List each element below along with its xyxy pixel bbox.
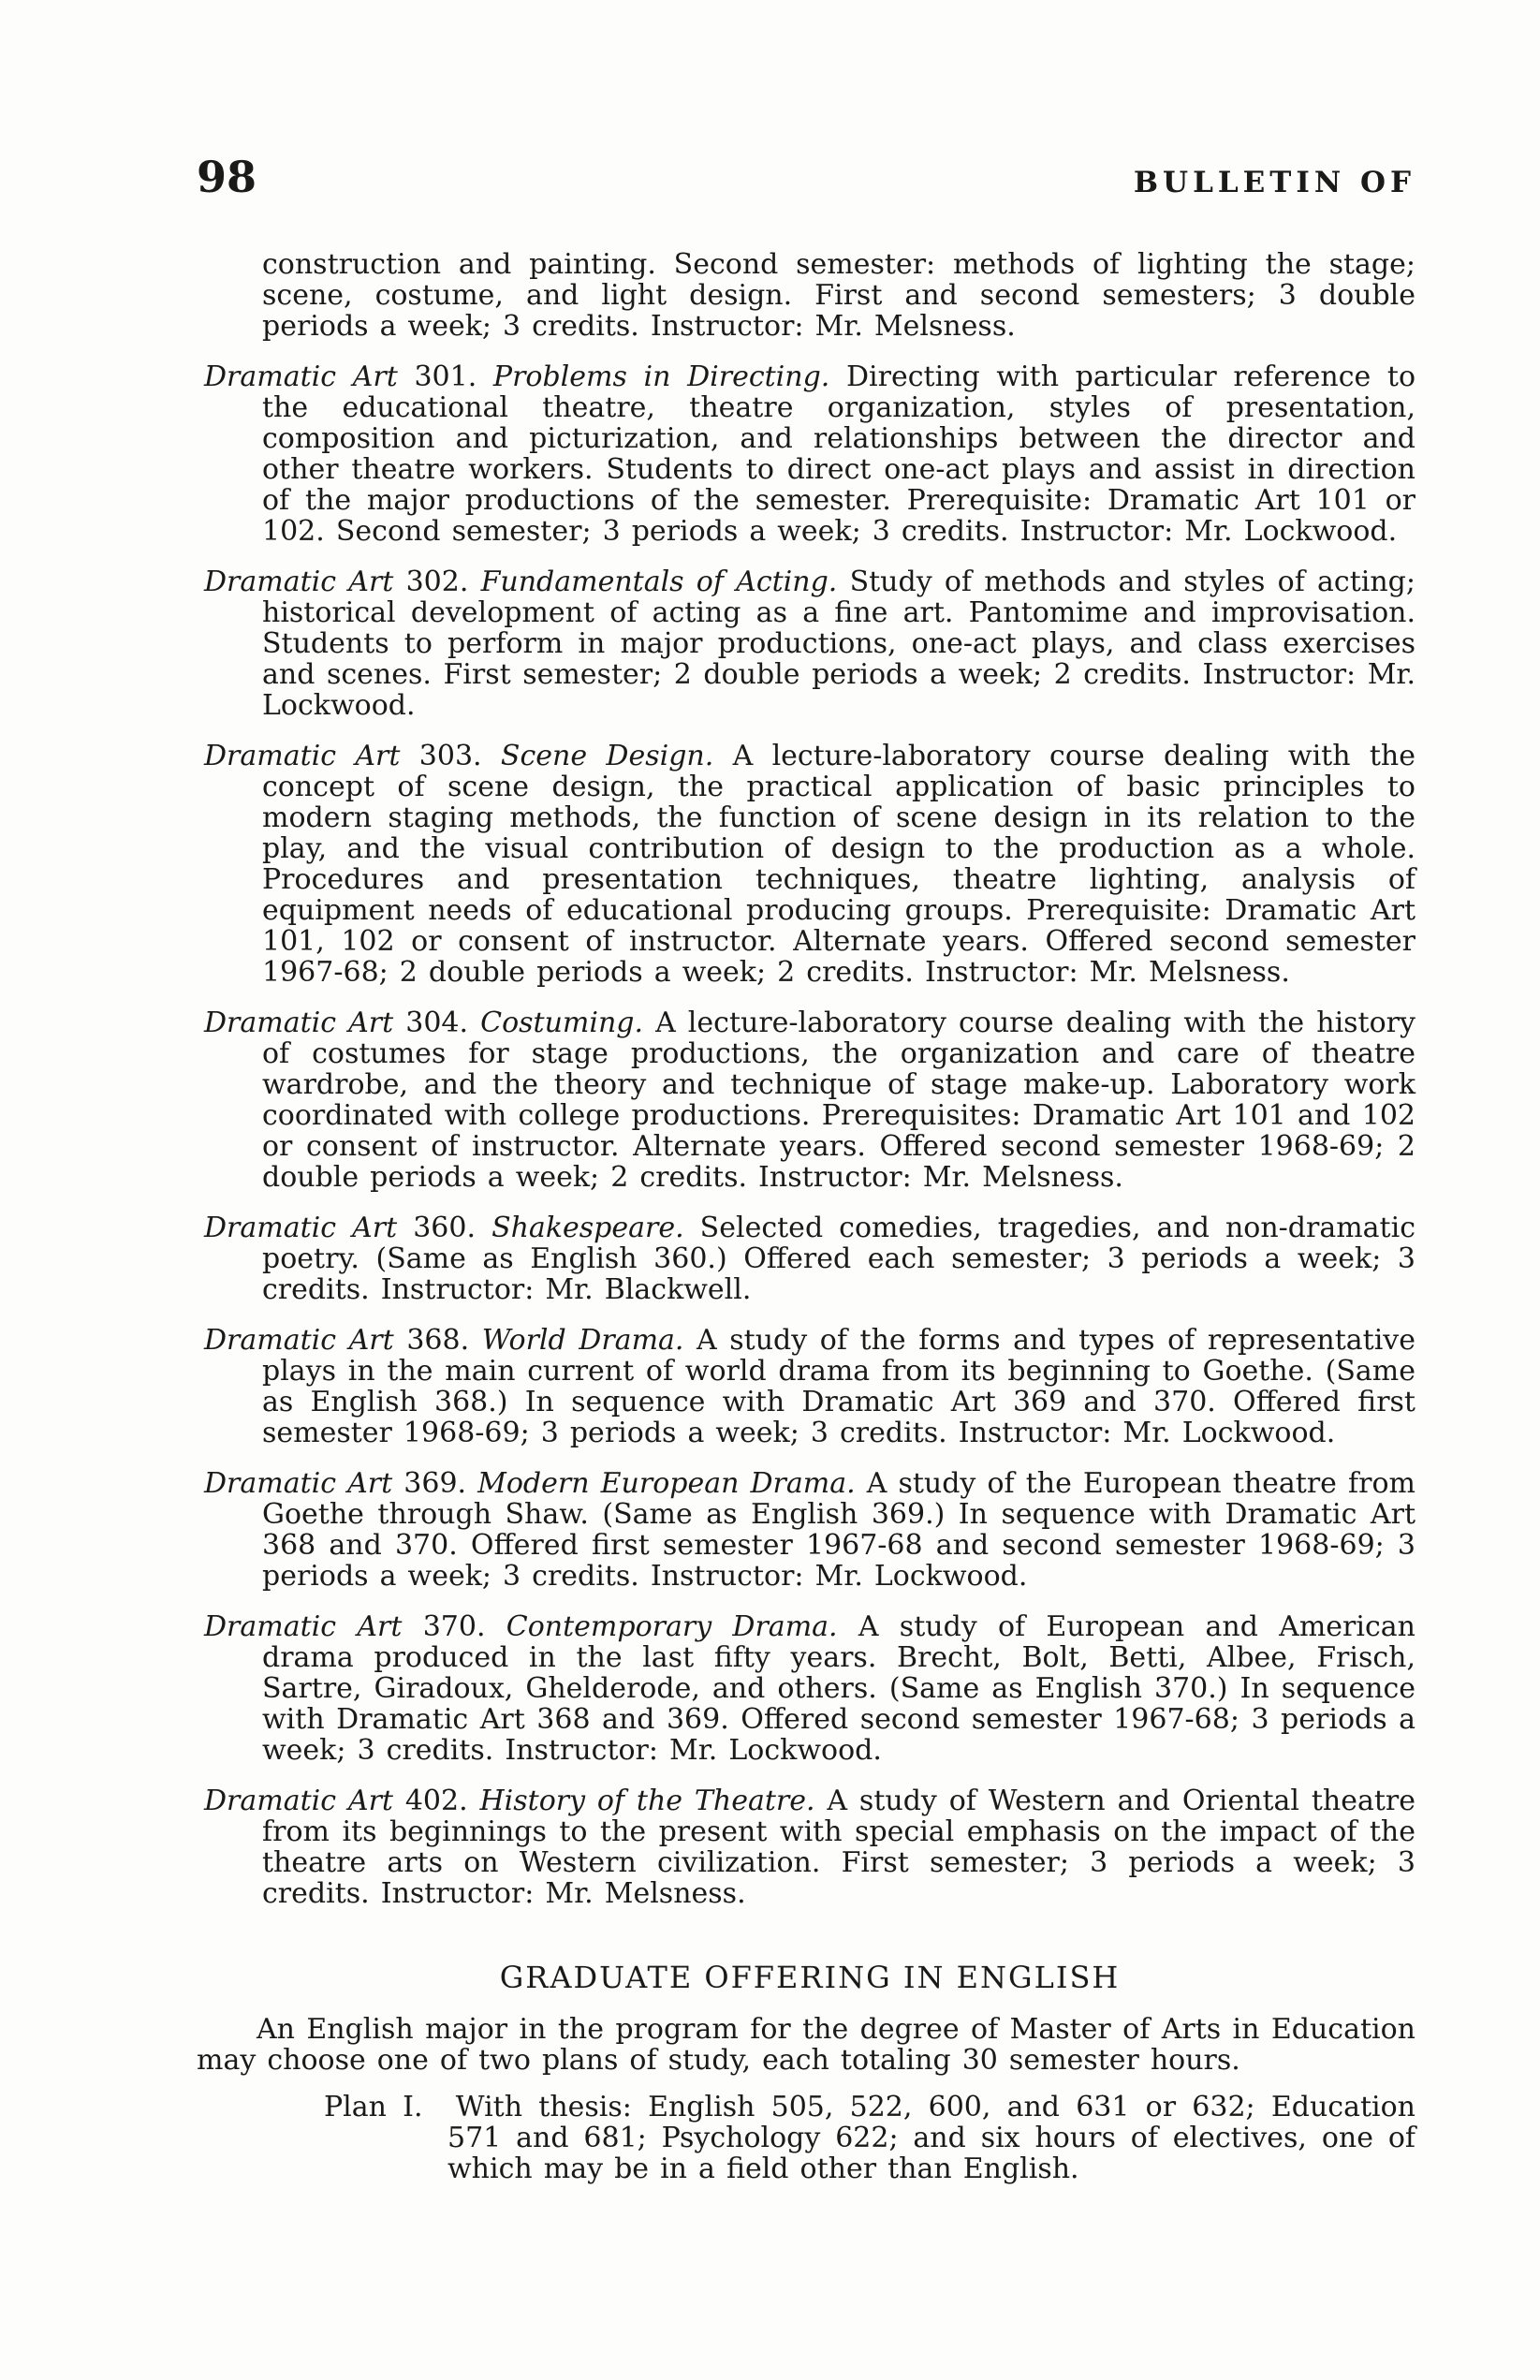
plan-entry-1: [324, 2092, 1415, 2184]
plan-label: Plan I.: [324, 2091, 423, 2123]
course-title: Scene Design.: [500, 740, 714, 772]
course-title: Problems in Directing.: [492, 360, 830, 393]
course-prefix: Dramatic Art: [204, 1212, 398, 1244]
course-description: Directing with particular reference to the educational theatre, theatre organization, styles of presentation, composition and picturization, and relationships between the director and other theatre workers. Students to direct one-act plays and assist in direction of the major productions of the semester. Prerequisite: Dramatic Art 101 or 102. Second semester; 3 periods a week; 3 credits. Instructor: Mr. Lockwood.: [262, 360, 1416, 548]
course-title: Shakespeare.: [491, 1212, 684, 1244]
course-prefix: Dramatic Art: [204, 566, 394, 598]
course-number: 402.: [404, 1785, 468, 1817]
course-prefix: Dramatic Art: [204, 1324, 394, 1357]
graduate-intro-paragraph: An English major in the program for the degree of Master of Arts in Education may choose one of two plans of study, each totaling 30 semester hours.: [197, 2013, 1415, 2077]
course-number: 302.: [405, 566, 469, 598]
course-description: A study of European and American drama produced in the last fifty years. Brecht, Bolt, Betti, Albee, Frisch, Sartre, Giradoux, Ghelderode, and others. (Same as English 370.) In sequence with Dramatic Art 368 and 369. Offered second semester 1967-68; 3 periods a week; 3 credits. Instructor: Mr. Lockwood.: [262, 1610, 1415, 1767]
course-entry-304: [204, 1007, 1415, 1193]
course-title: Costuming.: [480, 1006, 644, 1039]
course-prefix: Dramatic Art: [204, 1785, 393, 1817]
course-description: A lecture-laboratory course dealing with the history of costumes for stage productions, the organization and care of theatre wardrobe, and the theory and technique of stage make-up. Laboratory work coordinated with college productions. Prerequisites: Dramatic Art 101 and 102 or consent of instructor. Alternate years. Offered second semester 1968-69; 2 double periods a week; 2 credits. Instructor: Mr. Melsness.: [262, 1006, 1415, 1194]
course-entry-402: [204, 1785, 1415, 1909]
course-prefix: Dramatic Art: [204, 1610, 403, 1643]
course-title: Fundamentals of Acting.: [480, 566, 838, 598]
course-title: History of the Theatre.: [479, 1785, 815, 1817]
course-title: Contemporary Drama.: [506, 1610, 838, 1643]
course-number: 369.: [403, 1467, 467, 1500]
running-header: [197, 152, 1415, 202]
course-entry-302: [204, 566, 1415, 721]
course-description: Selected comedies, tragedies, and non-dramatic poetry. (Same as English 360.) Offered each semester; 3 periods a week; 3 credits. Instructor: Mr. Blackwell.: [262, 1212, 1416, 1306]
course-title: World Drama.: [481, 1324, 684, 1357]
course-prefix: Dramatic Art: [204, 1467, 393, 1500]
course-description: A study of the forms and types of representative plays in the main current of world drama from its beginning to Goethe. (Same as English 368.) In sequence with Dramatic Art 369 and 370. Offered first semester 1968-69; 3 periods a week; 3 credits. Instructor: Mr. Lockwood.: [262, 1324, 1416, 1449]
course-description: A study of the European theatre from Goethe through Shaw. (Same as English 369.) In sequence with Dramatic Art 368 and 370. Offered first semester 1967-68 and second semester 1968-69; 3 periods a week; 3 credits. Instructor: Mr. Lockwood.: [262, 1467, 1415, 1593]
course-number: 301.: [414, 360, 477, 393]
course-number: 370.: [422, 1610, 486, 1643]
page-body: [197, 248, 1416, 2185]
course-description: A study of Western and Oriental theatre from its beginnings to the present with special emphasis on the impact of the theatre arts on Western civilization. First semester; 3 periods a week; 3 credits. Instructor: Mr. Melsness.: [262, 1785, 1415, 1910]
course-description: A lecture-laboratory course dealing with the concept of scene design, the practical application of basic principles to modern staging methods, the function of scene design in its relation to the play, and the visual contribution of design to the production as a whole. Procedures and presentation techniques, theatre lighting, analysis of equipment needs of educational producing groups. Prerequisite: Dramatic Art 101, 102 or consent of instructor. Alternate years. Offered second semester 1967-68; 2 double periods a week; 2 credits. Instructor: Mr. Melsness.: [262, 740, 1415, 989]
course-prefix: Dramatic Art: [204, 360, 398, 393]
course-number: 360.: [413, 1212, 477, 1244]
course-number: 304.: [405, 1006, 469, 1039]
course-entry-303: [204, 741, 1415, 988]
course-entry-360: [204, 1212, 1415, 1305]
plan-text: With thesis: English 505, 522, 600, and 631 or 632; Education 571 and 681; Psychology 622; and six hours of electives, one of which may be in a field other than English.: [447, 2091, 1415, 2185]
course-prefix: Dramatic Art: [204, 740, 401, 772]
course-number: 368.: [406, 1324, 470, 1357]
course-description: Study of methods and styles of acting; historical development of acting as a fine art. Pantomime and improvisation. Students to perform in major productions, one-act plays, and class exercises and scenes. First semester; 2 double periods a week; 2 credits. Instructor: Mr. Lockwood.: [262, 566, 1415, 722]
course-title: Modern European Drama.: [477, 1467, 856, 1500]
course-entry-368: [204, 1325, 1415, 1448]
course-entry-369: [204, 1468, 1415, 1592]
course-entry-301: [204, 361, 1415, 547]
course-prefix: Dramatic Art: [204, 1006, 394, 1039]
page-number: 98: [197, 152, 257, 202]
continuation-paragraph: construction and painting. Second semester: methods of lighting the stage; scene, costume, and light design. First and second semesters; 3 double periods a week; 3 credits. Instructor: Mr. Melsness.: [262, 248, 1415, 343]
graduate-section-heading: GRADUATE OFFERING IN ENGLISH: [499, 1960, 1121, 1995]
running-head-title: BULLETIN OF: [1133, 166, 1415, 199]
course-entry-370: [204, 1611, 1415, 1766]
course-number: 303.: [418, 740, 482, 772]
